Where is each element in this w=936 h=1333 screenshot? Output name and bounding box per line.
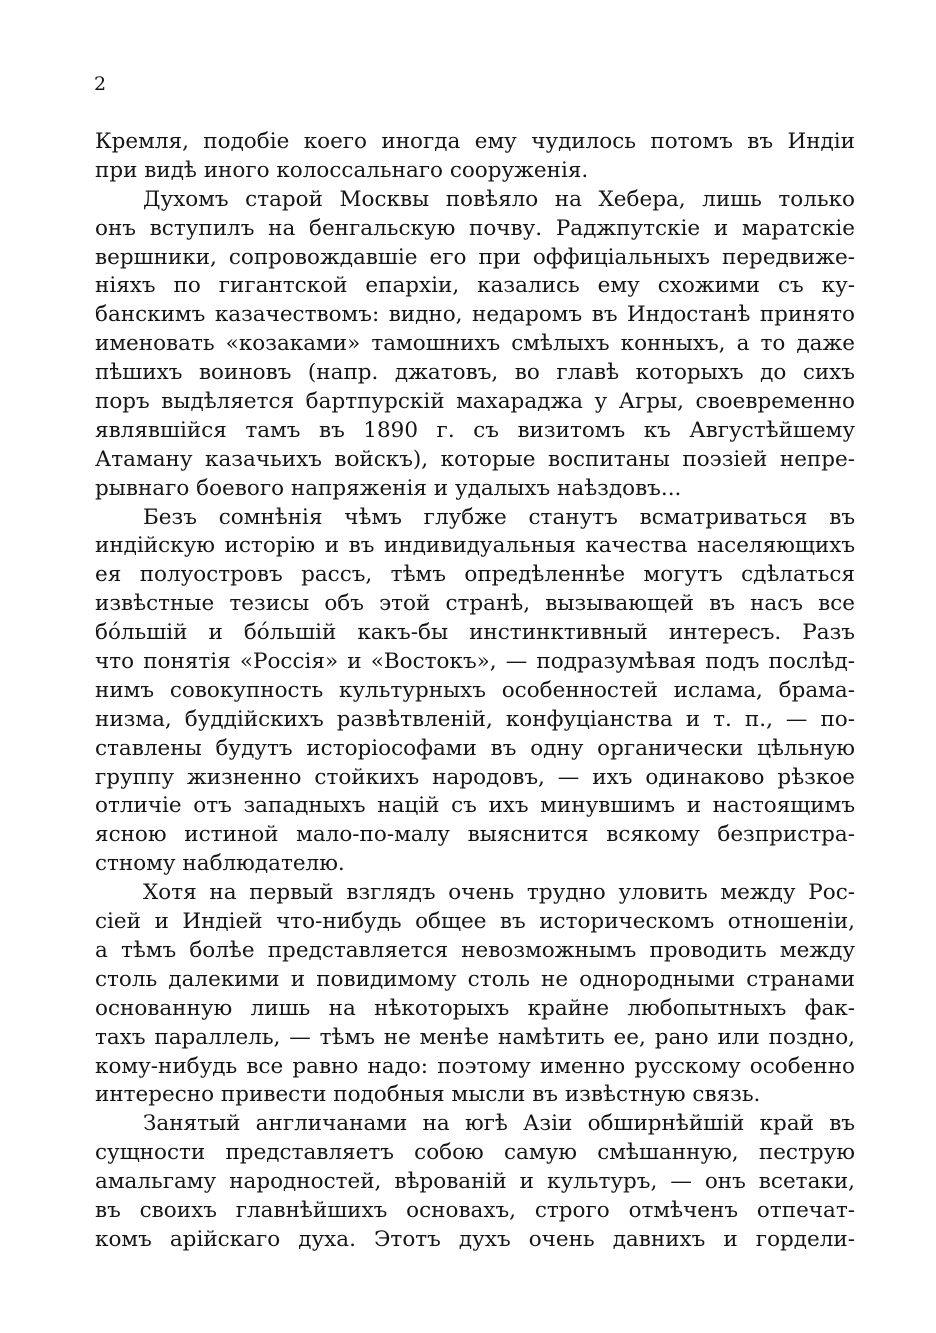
text-line: вершники, сопровождавшіе его при оффиціальныхъ передвиже- — [95, 244, 855, 270]
text-line: извѣстные тезисы объ этой странѣ, вызывающей въ насъ все — [95, 591, 855, 617]
paragraph — [95, 504, 855, 880]
text-line: комъ арійскаго духа. Этотъ духъ очень давнихъ и гордели- — [95, 1226, 855, 1252]
text-line: группу жизненно стойкихъ народовъ, — ихъ одинаково рѣзкое — [95, 764, 855, 790]
text-line: въ своихъ главнѣйшихъ основахъ, строго отмѣченъ отпечат- — [95, 1197, 855, 1223]
text-line: сіей и Индіей что-нибудь общее въ историческомъ отношеніи, — [95, 909, 855, 935]
page-number: 2 — [94, 73, 107, 95]
text-line: ея полуостровъ рассъ, тѣмъ опредѣленнѣе могутъ сдѣлаться — [95, 562, 855, 588]
text-line: поръ выдѣляется бартпурскій махараджа у Агры, своевременно — [95, 389, 855, 415]
text-line: тахъ параллель, — тѣмъ не менѣе намѣтить ее, рано или поздно, — [95, 1024, 855, 1050]
text-line: Безъ сомнѣнія чѣмъ глубже станутъ всматриваться въ — [143, 504, 855, 530]
text-line: Атаману казачьихъ войскъ), которые воспитаны поэзіей непре- — [95, 446, 855, 472]
text-line: кому-нибудь все равно надо: поэтому именно русскому особенно — [95, 1053, 855, 1079]
text-line: пѣшихъ воиновъ (напр. джатовъ, во главѣ которыхъ до сихъ — [95, 360, 855, 386]
paragraph — [95, 186, 855, 504]
text-line: основанную лишь на нѣкоторыхъ крайне любопытныхъ фак- — [95, 995, 855, 1021]
paragraph — [95, 879, 855, 1110]
text-line: ніяхъ по гигантской епархіи, казались ему схожими съ ку- — [95, 273, 855, 299]
text-line: амальгаму народностей, вѣрованій и культуръ, — онъ всетаки, — [95, 1169, 855, 1195]
text-line: бо́льшій и бо́льшій какъ-бы инстинктивный интересъ. Разъ — [95, 620, 855, 646]
text-line: именовать «козаками» тамошнихъ смѣлыхъ конныхъ, а то даже — [95, 331, 855, 357]
body-text — [95, 128, 855, 1255]
text-line: а тѣмъ болѣе представляется невозможнымъ проводить между — [95, 937, 855, 963]
text-line: при видѣ иного колоссальнаго сооруженія. — [95, 157, 589, 183]
paragraph — [95, 128, 855, 186]
text-line: сущности представляетъ собою самую смѣшанную, пеструю — [95, 1140, 855, 1166]
text-line: индійскую исторію и въ индивидуальныя качества населяющихъ — [95, 533, 855, 559]
text-line: ясною истиной мало-по-малу выяснится всякому безпристра- — [95, 822, 855, 848]
text-line: стному наблюдателю. — [95, 851, 345, 877]
text-line: Занятый англичанами на югѣ Азіи обширнѣйшій край въ — [143, 1111, 855, 1137]
text-line: низма, буддійскихъ развѣтвленій, конфуціанства и т. п., — по- — [95, 706, 855, 732]
text-line: Кремля, подобіе коего иногда ему чудилось потомъ въ Индіи — [95, 129, 855, 154]
text-line: нимъ совокупность культурныхъ особенностей ислама, брама- — [95, 677, 855, 703]
text-line: Духомъ старой Москвы повѣяло на Хебера, лишь только — [143, 186, 855, 212]
paragraph — [95, 1110, 855, 1254]
text-line: столь далекими и повидимому столь не однородными странами — [95, 966, 855, 992]
text-line: отличіе отъ западныхъ націй съ ихъ минувшимъ и настоящимъ — [95, 793, 855, 819]
text-line: являвшійся тамъ въ 1890 г. съ визитомъ къ Августѣйшему — [95, 417, 855, 443]
text-line: ставлены будутъ исторіософами въ одну органически цѣльную — [95, 735, 855, 761]
text-line: банскимъ казачествомъ: видно, недаромъ въ Индостанѣ принято — [95, 302, 855, 328]
text-line: рывнаго боевого напряженія и удалыхъ наѣздовъ... — [95, 475, 682, 501]
text-line: что понятія «Россія» и «Востокъ», — подразумѣвая подъ послѣд- — [95, 649, 855, 675]
text-line: интересно привести подобныя мысли въ извѣстную связь. — [95, 1082, 761, 1108]
text-line: Хотя на первый взглядъ очень трудно уловить между Рос- — [143, 880, 855, 906]
text-line: онъ вступилъ на бенгальскую почву. Раджпутскіе и маратскіе — [95, 215, 855, 241]
